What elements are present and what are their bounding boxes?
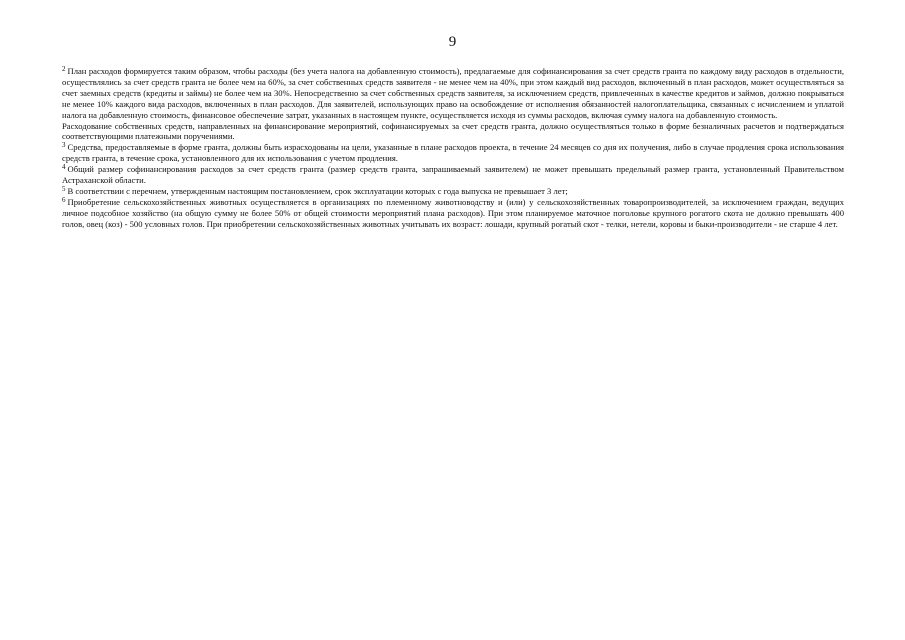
footnote-text: План расходов формируется таким образом, чтобы расходы (без учета налога на добавленную стоимость), предлагаемые для софинансирования за счет средств гранта по каждому виду расходов в отдельности, осуществлялись за счет средств гранта не более чем на 60%, за счет собственных средств заявителя - не менее чем на 40%, при этом каждый вид расходов, включенный в план расходов, может осуществляться за счет заемных средств (кредиты и займы) не более чем на 30%. Непосредственно за счет собственных средств заявителя, за исключением средств, привлеченных в качестве кредитов и займов, должно покрываться не менее 10% каждого вида расходов, включенных в план расходов. Для заявителей, использующих право на освобождение от исполнения обязанностей налогоплательщика, связанных с исчислением и уплатой налога на добавленную стоимость, финансовое обеспечение затрат, указанных в настоящем пункте, осуществляется исходя из суммы расходов, включая сумму налога на добавленную стоимость.	[62, 66, 844, 120]
footnotes	[62, 66, 844, 230]
footnote-mark: 6	[62, 195, 66, 204]
footnote-5	[62, 186, 844, 197]
page-number: 9	[448, 34, 457, 50]
footnote-2	[62, 66, 844, 121]
footnote-text: Расходование собственных средств, направленных на финансирование мероприятий, софинансируемых за счет средств гранта, должно осуществляться только в форме безналичных расчетов и подтверждаться соответствующими платежными поручениями.	[62, 120, 844, 142]
footnote-2-continuation	[62, 121, 844, 143]
footnote-text: Приобретение сельскохозяйственных животных осуществляется в организациях по племенному животноводству и (или) у сельскохозяйственных товаропроизводителей, за исключением граждан, ведущих личное подсобное хозяйство (на общую сумму не более 50% от общей стоимости мероприятий плана расходов). При этом планируемое маточное поголовье крупного рогатого скота не должно превышать 400 голов, овец (коз) - 500 условных голов. При приобретении сельскохозяйственных животных учитывать их возраст: лошади, крупный рогатый скот - телки, нетели, коровы и быки-производители - не старше 4 лет.	[62, 196, 844, 229]
footnote-text: Общий размер софинансирования расходов за счет средств гранта (размер средств гранта, запрашиваемый заявителем) не может превышать предельный размер гранта, установленный Правительством Астраханской области.	[62, 164, 844, 186]
footnote-text: В соответствии с перечнем, утвержденным настоящим постановлением, срок эксплуатации которых с года выпуска не превышает 3 лет;	[67, 185, 568, 196]
footnote-mark: 2	[62, 65, 66, 73]
footnote-4	[62, 164, 844, 186]
footnote-6	[62, 197, 844, 230]
footnote-text: Средства, предоставляемые в форме гранта, должны быть израсходованы на цели, указанные в плане расходов проекта, в течение 24 месяцев со дня их получения, либо в случае продления срока использования средств гранта, в течение срока, установленного для их использования с учетом продления.	[62, 142, 844, 164]
footnote-3	[62, 142, 844, 164]
footnote-mark: 3	[62, 141, 66, 150]
footnote-mark: 5	[62, 184, 66, 193]
footnote-mark: 4	[62, 163, 66, 172]
